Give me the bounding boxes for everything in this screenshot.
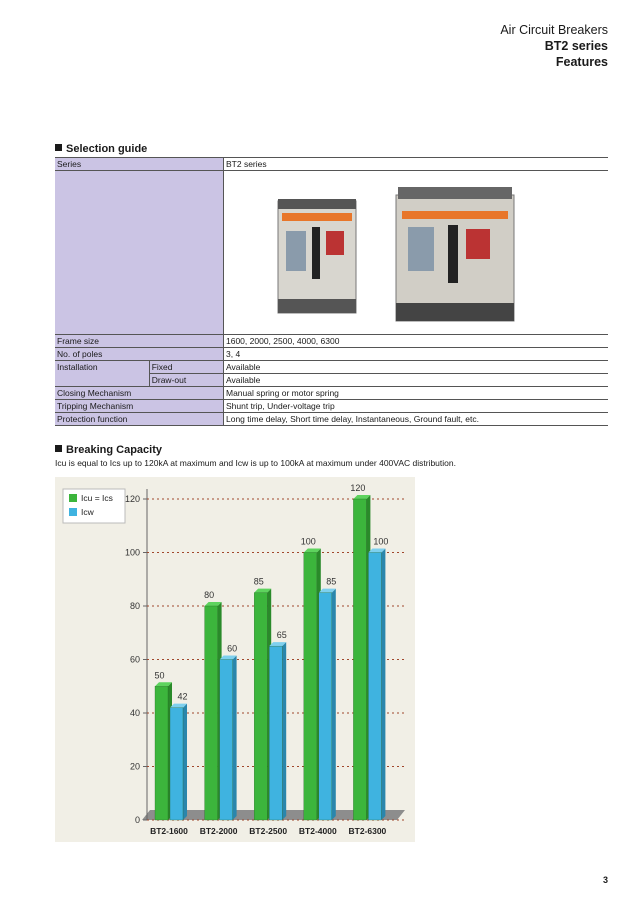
page-number: 3 [602,875,608,885]
table-row [55,400,608,413]
legend-swatch [69,508,77,516]
data-label: 50 [154,670,165,681]
row-label: Protection function [55,413,224,426]
breaker-image-large [396,187,514,321]
data-label: 65 [276,630,287,641]
x-tick-label: BT2-2500 [249,826,288,836]
row-value: Manual spring or motor spring [224,387,609,400]
y-tick-label: 20 [129,761,140,772]
x-tick-label: BT2-6300 [348,826,387,836]
selection-guide-heading [55,143,147,155]
header-section: Features [555,55,608,69]
y-tick-label: 120 [124,494,140,504]
bar-side [183,704,187,820]
row-value: Shunt trip, Under-voltage trip [224,400,609,413]
row-label: Installation [55,361,149,387]
x-tick-label: BT2-1600 [150,826,188,836]
bar [205,606,218,820]
data-label: 85 [326,576,337,587]
selection-guide-table [55,157,608,426]
bar [368,553,381,821]
table-row [55,413,608,426]
row-value: 1600, 2000, 2500, 4000, 6300 [224,335,609,348]
row-sublabel: Fixed [149,361,223,374]
y-tick-label: 40 [129,708,140,718]
bar [220,660,233,821]
bar [304,553,317,821]
table-row [55,158,608,171]
breaking-capacity-heading [55,444,162,456]
bar [254,593,267,820]
row-label: Closing Mechanism [55,387,224,400]
table-row [55,171,608,335]
row-label: No. of poles [55,348,224,361]
table-row [55,361,608,374]
bar-side [233,656,237,821]
table-row [55,348,608,361]
row-sublabel: Draw-out [149,374,223,387]
selection-guide-title: Selection guide [66,143,148,155]
table-row [55,335,608,348]
data-label: 80 [204,590,215,600]
header-series: BT2 series [544,39,608,53]
y-tick-label: 0 [134,815,140,825]
breaking-capacity-chart [55,477,415,842]
data-label: 42 [177,691,188,702]
row-value: Available [224,374,609,387]
row-value: Long time delay, Short time delay, Instantaneous, Ground fault, etc. [224,413,609,426]
breaking-capacity-note: Icu is equal to Ics up to 120kA at maximum and Icw is up to 100kA at maximum under 400VAC distribution. [55,458,456,468]
page-header [500,22,608,70]
bar-side [381,549,385,821]
header-category: Air Circuit Breakers [500,23,608,37]
breaker-image-small [278,199,356,313]
data-label: 100 [373,536,389,547]
legend-label: Icw [81,507,94,517]
breaker-images-cell [224,171,609,335]
bar [269,646,282,820]
data-label: 60 [227,643,238,654]
bar [170,708,183,820]
y-tick-label: 100 [124,547,140,558]
series-value: BT2 series [224,158,609,171]
row-value: 3, 4 [224,348,609,361]
bar [353,499,366,820]
row-label: Tripping Mechanism [55,400,224,413]
legend-label: Icu = Ics [81,493,113,503]
data-label: 85 [253,576,264,587]
legend-swatch [69,494,77,502]
bar [319,593,332,820]
row-value: Available [224,361,609,374]
y-tick-label: 60 [129,654,140,665]
data-label: 120 [350,483,366,493]
y-tick-label: 80 [129,601,140,611]
data-label: 100 [300,536,316,547]
bar-side [282,642,286,820]
x-tick-label: BT2-2000 [199,826,238,836]
bar [155,686,168,820]
bar-side [332,589,336,820]
square-bullet-icon [55,445,62,452]
series-label: Series [55,158,224,171]
row-label: Frame size [55,335,224,348]
breaker-product-images [226,171,606,331]
breaking-capacity-title: Breaking Capacity [66,444,162,456]
square-bullet-icon [55,144,62,151]
x-tick-label: BT2-4000 [298,826,337,836]
table-row [55,387,608,400]
